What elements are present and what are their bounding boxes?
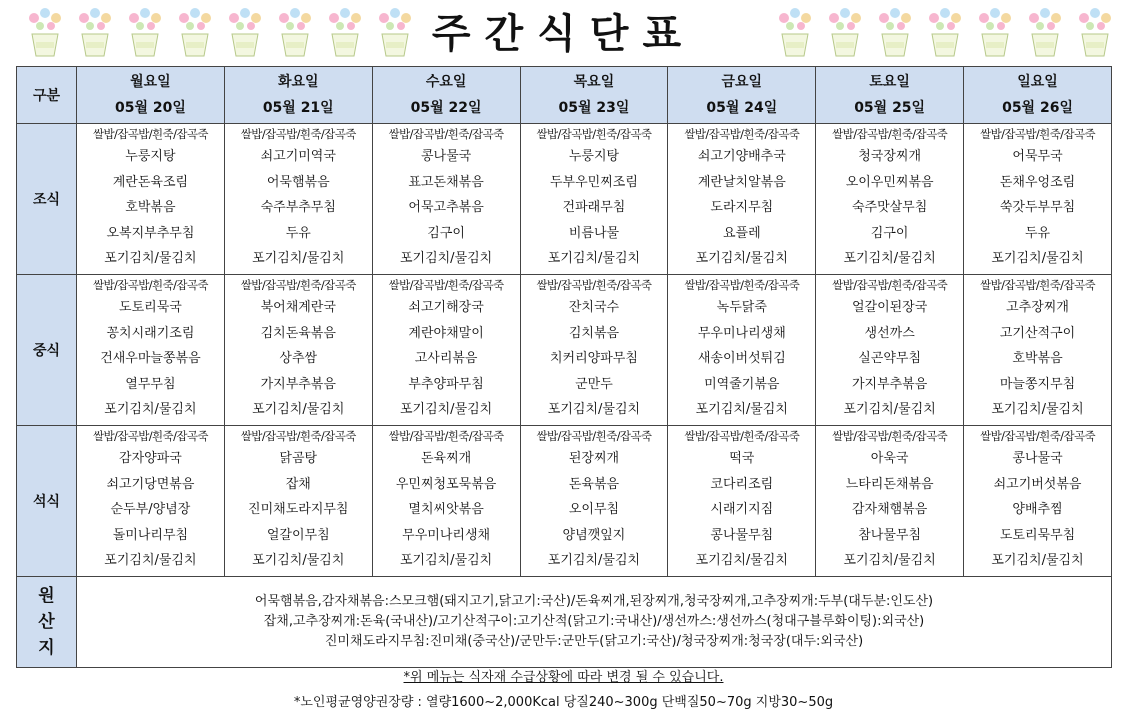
staple-line: 쌀밥/잡곡밥/흰죽/잡곡죽 — [832, 429, 948, 443]
dish-item: 표고돈채볶음 — [408, 174, 484, 190]
dish-item: 북어채계란국 — [260, 300, 336, 315]
dish-item: 마늘쫑지무침 — [999, 376, 1076, 392]
menu-cell — [964, 124, 1112, 275]
menu-cell — [668, 124, 816, 275]
day-header-row — [17, 67, 1112, 124]
staple-line: 쌀밥/잡곡밥/흰죽/잡곡죽 — [92, 127, 208, 141]
dish-item: 쇠고기당면볶음 — [106, 476, 195, 492]
staple-line: 쌀밥/잡곡밥/흰죽/잡곡죽 — [240, 278, 356, 292]
dish-item: 콩나물무침 — [710, 527, 774, 543]
dish-item: 포기김치/물김치 — [695, 553, 788, 568]
dish-item: 실곤약무침 — [858, 351, 922, 366]
menu-cell — [964, 275, 1112, 426]
menu-cell — [77, 275, 225, 426]
origin-line: 진미채도라지무침:진미채(중국산)/군만두:군만두(닭고기:국산)/청국장찌개:청국장(대두:외국산) — [324, 634, 864, 649]
dish-item: 새송이버섯튀김 — [697, 351, 786, 366]
dish-item: 열무무침 — [125, 376, 176, 392]
dish-item: 가지부추볶음 — [851, 376, 928, 392]
dish-item: 어묵무국 — [1012, 149, 1063, 164]
dish-item: 포기김치/물김치 — [547, 553, 641, 568]
menu-cell — [224, 124, 372, 275]
dish-item: 감자채햄볶음 — [851, 502, 928, 517]
dish-item: 계란돈육조림 — [112, 174, 189, 190]
menu-cell — [520, 124, 668, 275]
day-header — [77, 67, 225, 124]
day-date: 05월 25일 — [854, 100, 926, 116]
day-name: 토요일 — [869, 74, 910, 90]
day-name: 목요일 — [573, 74, 615, 90]
menu-cell — [668, 275, 816, 426]
dish-item: 포기김치/물김치 — [547, 402, 641, 417]
dish-item: 얼갈이무침 — [266, 527, 330, 543]
dish-item: 오복지부추무침 — [106, 225, 195, 241]
menu-cell — [224, 426, 372, 577]
dish-item: 포기김치/물김치 — [991, 251, 1084, 266]
staple-line: 쌀밥/잡곡밥/흰죽/잡곡죽 — [980, 278, 1095, 292]
menu-cell — [77, 426, 225, 577]
meal-row — [17, 124, 1112, 275]
dish-item: 김구이 — [427, 225, 465, 241]
dish-item: 양배추찜 — [1012, 502, 1063, 517]
dish-item: 어묵햄볶음 — [266, 174, 330, 190]
dish-item: 콩나물국 — [420, 149, 472, 164]
menu-cell — [668, 426, 816, 577]
dish-item: 돌미나리무침 — [112, 527, 189, 543]
menu-cell — [77, 124, 225, 275]
day-header — [372, 67, 520, 124]
dish-item: 김구이 — [870, 225, 909, 241]
day-name: 수요일 — [425, 74, 467, 90]
dish-item: 멸치씨앗볶음 — [408, 502, 484, 517]
page-header — [0, 0, 1127, 66]
dish-item: 포기김치/물김치 — [843, 402, 936, 417]
dish-item: 가지부추볶음 — [260, 376, 336, 392]
dish-item: 쇠고기미역국 — [260, 149, 336, 164]
dish-item: 부추양파무침 — [408, 376, 484, 392]
staple-line: 쌀밥/잡곡밥/흰죽/잡곡죽 — [388, 429, 504, 443]
dish-item: 포기김치/물김치 — [104, 402, 197, 417]
dish-item: 감자양파국 — [119, 451, 182, 466]
dish-item: 두유 — [285, 225, 311, 241]
origin-line: 잡채,고추장찌개:돈육(국내산)/고기산적구이:고기산적(닭고기:국내산)/생선까스:생선까스(청대구블루화이팅):외국산) — [263, 614, 925, 629]
dish-item: 돈육찌개 — [420, 451, 472, 466]
dish-item: 잡채 — [285, 476, 311, 492]
day-header — [816, 67, 964, 124]
staple-line: 쌀밥/잡곡밥/흰죽/잡곡죽 — [536, 429, 652, 443]
staple-line: 쌀밥/잡곡밥/흰죽/잡곡죽 — [684, 278, 800, 292]
dish-item: 포기김치/물김치 — [104, 251, 197, 266]
dish-item: 고추장찌개 — [1006, 300, 1069, 315]
day-date: 05월 21일 — [262, 100, 334, 116]
dish-item: 도라지무침 — [710, 200, 774, 215]
origin-label — [17, 577, 77, 668]
dish-item: 생선까스 — [864, 325, 915, 341]
staple-line: 쌀밥/잡곡밥/흰죽/잡곡죽 — [832, 127, 948, 141]
dish-item: 계란야채말이 — [408, 325, 484, 341]
staple-line: 쌀밥/잡곡밥/흰죽/잡곡죽 — [536, 127, 652, 141]
staple-line: 쌀밥/잡곡밥/흰죽/잡곡죽 — [92, 278, 208, 292]
dish-item: 두유 — [1024, 225, 1051, 241]
dish-item: 포기김치/물김치 — [695, 251, 788, 266]
staple-line: 쌀밥/잡곡밥/흰죽/잡곡죽 — [832, 278, 948, 292]
staple-line: 쌀밥/잡곡밥/흰죽/잡곡죽 — [980, 127, 1095, 141]
day-header — [224, 67, 372, 124]
day-date: 05월 22일 — [410, 100, 482, 116]
dish-item: 건새우마늘쫑볶음 — [100, 351, 201, 366]
dish-item: 아욱국 — [870, 451, 909, 466]
staple-line: 쌀밥/잡곡밥/흰죽/잡곡죽 — [240, 127, 356, 141]
dish-item: 콩나물국 — [1012, 451, 1063, 466]
dish-item: 우민찌청포묵볶음 — [395, 476, 497, 492]
dish-item: 치커리양파무침 — [550, 351, 638, 366]
dish-item: 고사리볶음 — [414, 351, 478, 366]
meal-row — [17, 426, 1112, 577]
dish-item: 오이무침 — [568, 502, 620, 517]
dish-item: 비름나물 — [568, 225, 620, 241]
dish-item: 숙주맛살무침 — [851, 200, 928, 215]
dish-item: 김치돈육볶음 — [260, 325, 336, 341]
dish-item: 돈육볶음 — [568, 476, 620, 492]
dish-item: 도토리묵무침 — [999, 527, 1076, 543]
dish-item: 포기김치/물김치 — [695, 402, 788, 417]
staple-line: 쌀밥/잡곡밥/흰죽/잡곡죽 — [980, 429, 1095, 443]
meal-label: 중식 — [17, 275, 77, 426]
origin-label-text: 원산지 — [38, 586, 55, 658]
dish-item: 양념깻잎지 — [562, 527, 626, 543]
dish-item: 고기산적구이 — [999, 325, 1076, 341]
dish-item: 청국장찌개 — [858, 149, 922, 164]
menu-cell — [520, 426, 668, 577]
day-date: 05월 26일 — [1002, 100, 1073, 116]
menu-cell — [372, 124, 520, 275]
dish-item: 포기김치/물김치 — [252, 402, 345, 417]
dish-item: 잔치국수 — [568, 300, 620, 315]
dish-item: 진미채도라지무침 — [248, 502, 349, 517]
day-name: 일요일 — [1017, 74, 1058, 90]
staple-line: 쌀밥/잡곡밥/흰죽/잡곡죽 — [684, 127, 800, 141]
dish-item: 순두부/양념장 — [110, 502, 191, 517]
origin-info — [77, 577, 1112, 668]
dish-item: 된장찌개 — [568, 451, 620, 466]
dish-item: 포기김치/물김치 — [399, 402, 493, 417]
dish-item: 포기김치/물김치 — [252, 251, 345, 266]
menu-cell — [964, 426, 1112, 577]
day-name: 월요일 — [130, 74, 171, 90]
dish-item: 포기김치/물김치 — [399, 553, 493, 568]
dish-item: 쇠고기버섯볶음 — [993, 476, 1082, 492]
menu-cell — [816, 275, 964, 426]
dish-item: 쇠고기양배추국 — [697, 149, 786, 164]
dish-item: 포기김치/물김치 — [843, 553, 936, 568]
menu-cell — [520, 275, 668, 426]
meal-label: 석식 — [17, 426, 77, 577]
day-header — [520, 67, 668, 124]
menu-cell — [372, 275, 520, 426]
staple-line: 쌀밥/잡곡밥/흰죽/잡곡죽 — [684, 429, 800, 443]
menu-cell — [816, 124, 964, 275]
dish-item: 꽁치시래기조림 — [106, 325, 195, 341]
dish-item: 군만두 — [575, 376, 613, 392]
dish-item: 쇠고기해장국 — [408, 300, 484, 315]
dish-item: 누룽지탕 — [125, 149, 176, 164]
staple-line: 쌀밥/잡곡밥/흰죽/잡곡죽 — [240, 429, 356, 443]
dish-item: 얼갈이된장국 — [851, 300, 928, 315]
dish-item: 김치볶음 — [568, 325, 620, 341]
dish-item: 오이우민찌볶음 — [845, 174, 934, 190]
dish-item: 포기김치/물김치 — [991, 402, 1084, 417]
menu-cell — [224, 275, 372, 426]
dish-item: 상추쌈 — [279, 351, 318, 366]
dish-item: 숙주부추무침 — [260, 200, 336, 215]
day-header — [964, 67, 1112, 124]
meal-row — [17, 275, 1112, 426]
dish-item: 포기김치/물김치 — [104, 553, 197, 568]
corner-label: 구분 — [17, 67, 77, 124]
meal-label: 조식 — [17, 124, 77, 275]
dish-item: 포기김치/물김치 — [843, 251, 936, 266]
dish-item: 느타리돈채볶음 — [845, 476, 934, 492]
dish-item: 무우미나리생채 — [697, 325, 786, 341]
dish-item: 어묵고추볶음 — [408, 200, 484, 215]
weekly-menu-table — [16, 66, 1112, 668]
day-name: 금요일 — [721, 74, 763, 90]
day-name: 화요일 — [277, 74, 319, 90]
origin-line: 어묵햄볶음,감자채볶음:스모크햄(돼지고기,닭고기:국산)/돈육찌개,된장찌개,청국장찌개,고추장찌개:두부(대두분:인도산) — [254, 594, 934, 609]
dish-item: 시래기지짐 — [710, 502, 774, 517]
page-title: 주간식단표 — [0, 6, 1127, 62]
staple-line: 쌀밥/잡곡밥/흰죽/잡곡죽 — [536, 278, 652, 292]
dish-item: 도토리묵국 — [119, 300, 182, 315]
dish-item: 호박볶음 — [1012, 351, 1063, 366]
origin-row — [17, 577, 1112, 668]
nutrition-guide: *노인평균영양권장량 : 열량1600~2,000Kcal 당질240~300g 단백질50~70g 지방30~50g — [293, 695, 834, 710]
dish-item: 참나물무침 — [858, 527, 922, 543]
dish-item: 쑥갓두부무침 — [999, 200, 1076, 215]
dish-item: 포기김치/물김치 — [547, 251, 641, 266]
day-date: 05월 23일 — [558, 100, 630, 116]
change-notice: *위 메뉴는 식자재 수급상황에 따라 변경 될 수 있습니다. — [403, 670, 724, 685]
dish-item: 호박볶음 — [125, 200, 176, 215]
dish-item: 포기김치/물김치 — [399, 251, 493, 266]
dish-item: 무우미나리생채 — [402, 527, 491, 543]
dish-item: 건파래무침 — [562, 200, 626, 215]
dish-item: 녹두닭죽 — [716, 300, 767, 315]
day-header — [668, 67, 816, 124]
dish-item: 미역줄기볶음 — [704, 376, 780, 392]
dish-item: 닭곰탕 — [279, 451, 318, 466]
dish-item: 두부우민찌조림 — [550, 174, 638, 190]
day-date: 05월 20일 — [114, 100, 186, 116]
dish-item: 코다리조림 — [710, 476, 774, 492]
dish-item: 떡국 — [729, 451, 755, 466]
dish-item: 요플레 — [722, 225, 761, 241]
staple-line: 쌀밥/잡곡밥/흰죽/잡곡죽 — [388, 127, 504, 141]
dish-item: 포기김치/물김치 — [252, 553, 345, 568]
staple-line: 쌀밥/잡곡밥/흰죽/잡곡죽 — [388, 278, 504, 292]
dish-item: 계란날치알볶음 — [697, 174, 786, 190]
dish-item: 누룽지탕 — [568, 149, 620, 164]
dish-item: 돈채우엉조림 — [999, 174, 1076, 190]
menu-cell — [372, 426, 520, 577]
menu-cell — [816, 426, 964, 577]
dish-item: 포기김치/물김치 — [991, 553, 1084, 568]
day-date: 05월 24일 — [706, 100, 778, 116]
staple-line: 쌀밥/잡곡밥/흰죽/잡곡죽 — [92, 429, 208, 443]
